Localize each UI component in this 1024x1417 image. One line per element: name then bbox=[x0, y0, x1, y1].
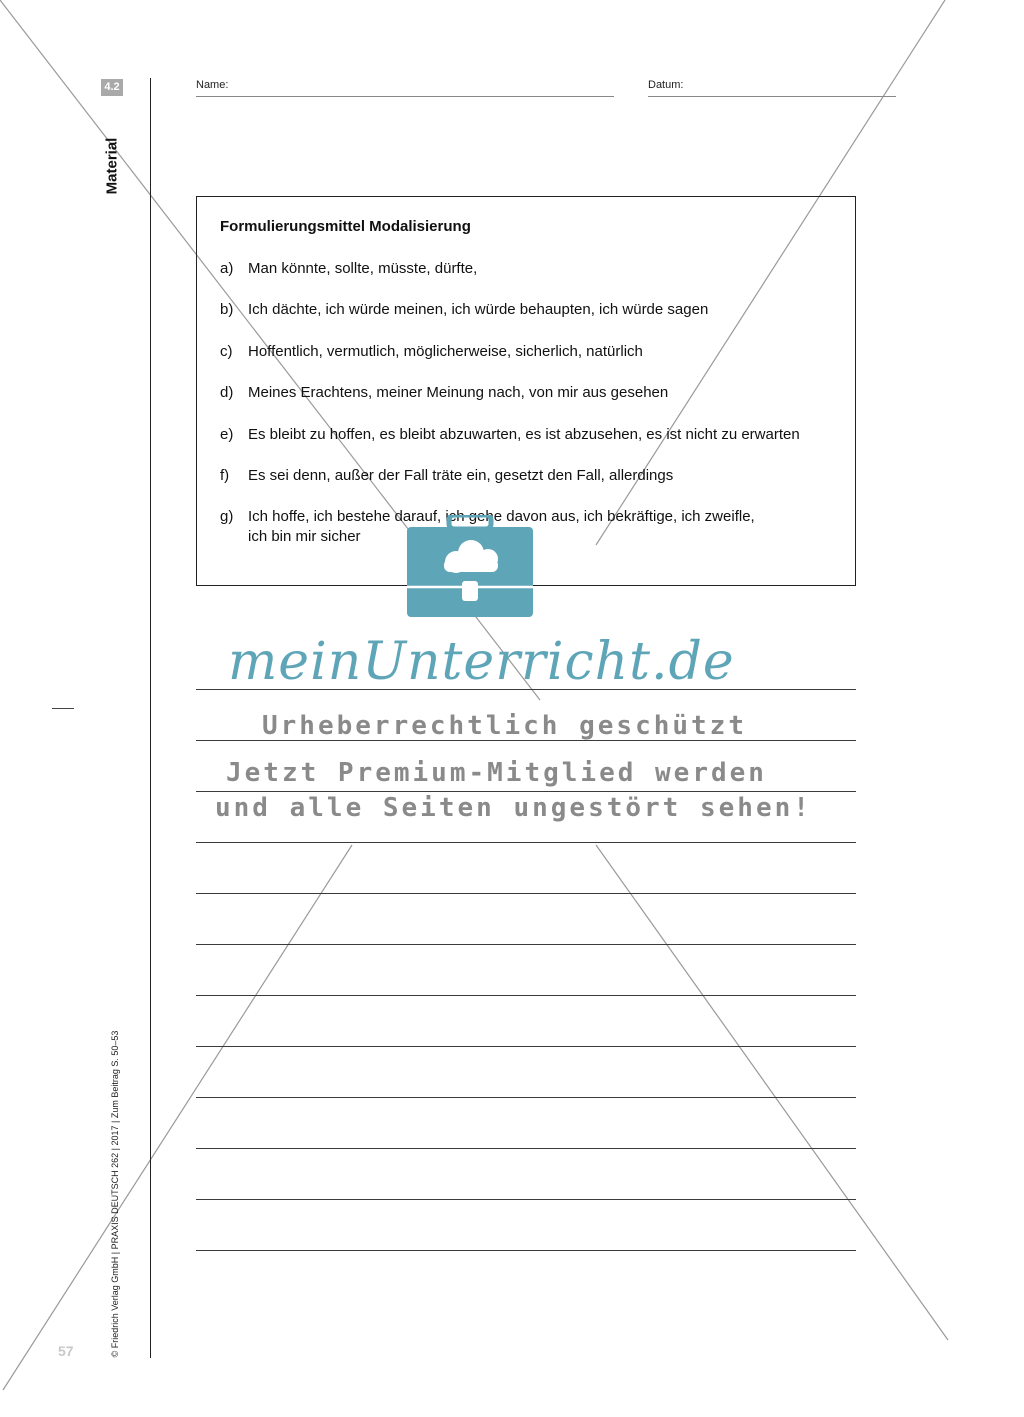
copyright-notice: © Friedrich Verlag GmbH | PRAXIS DEUTSCH 262 | 2017 | Zum Beitrag S. 50–53 bbox=[110, 1030, 120, 1358]
item-letter: b) bbox=[220, 301, 234, 318]
item-letter: a) bbox=[220, 260, 234, 277]
writing-line[interactable] bbox=[196, 1046, 856, 1047]
item-text: Meines Erachtens, meiner Meinung nach, von mir aus gesehen bbox=[248, 384, 669, 401]
item-text: ich bin mir sicher bbox=[248, 528, 361, 545]
box-title: Formulierungsmittel Modalisierung bbox=[220, 218, 471, 235]
item-letter: d) bbox=[220, 384, 234, 401]
item-text: Hoffentlich, vermutlich, möglicherweise, sicherlich, natürlich bbox=[248, 343, 643, 360]
briefcase-cloud-icon bbox=[404, 515, 536, 619]
writing-line[interactable] bbox=[196, 1250, 856, 1251]
date-field[interactable] bbox=[648, 96, 896, 97]
writing-line[interactable] bbox=[196, 842, 856, 843]
item-text: Man könnte, sollte, müsste, dürfte, bbox=[248, 260, 478, 277]
writing-line[interactable] bbox=[196, 1148, 856, 1149]
name-field[interactable] bbox=[196, 96, 614, 97]
item-text: Ich dächte, ich würde meinen, ich würde behaupten, ich würde sagen bbox=[248, 301, 709, 318]
material-label: Material bbox=[103, 137, 121, 195]
watermark-cta: und alle Seiten ungestört sehen! bbox=[215, 793, 812, 823]
writing-line[interactable] bbox=[196, 1097, 856, 1098]
item-text: Ich hoffe, ich bestehe darauf, ich gehe davon aus, ich bekräftige, ich zweifle, bbox=[248, 508, 755, 525]
page-number: 57 bbox=[58, 1343, 74, 1359]
writing-line[interactable] bbox=[196, 791, 856, 792]
watermark-premium: Jetzt Premium-Mitglied werden bbox=[226, 758, 767, 788]
writing-line[interactable] bbox=[196, 995, 856, 996]
writing-line[interactable] bbox=[196, 1199, 856, 1200]
margin-rule bbox=[150, 78, 151, 1358]
item-text: Es bleibt zu hoffen, es bleibt abzuwarten, es ist abzusehen, es ist nicht zu erwarten bbox=[248, 426, 800, 443]
name-label: Name: bbox=[196, 79, 229, 91]
item-letter: f) bbox=[220, 467, 230, 484]
date-label: Datum: bbox=[648, 79, 684, 91]
item-letter: e) bbox=[220, 426, 234, 443]
item-letter: g) bbox=[220, 508, 234, 525]
writing-line[interactable] bbox=[196, 893, 856, 894]
item-text: Es sei denn, außer der Fall träte ein, gesetzt den Fall, allerdings bbox=[248, 467, 674, 484]
fold-mark bbox=[52, 708, 74, 709]
section-badge: 4.2 bbox=[101, 79, 123, 96]
watermark-copyright: Urheberrechtlich geschützt bbox=[262, 711, 747, 741]
item-letter: c) bbox=[220, 343, 233, 360]
watermark-logo: meinUnterricht.de bbox=[228, 632, 735, 692]
writing-line[interactable] bbox=[196, 944, 856, 945]
